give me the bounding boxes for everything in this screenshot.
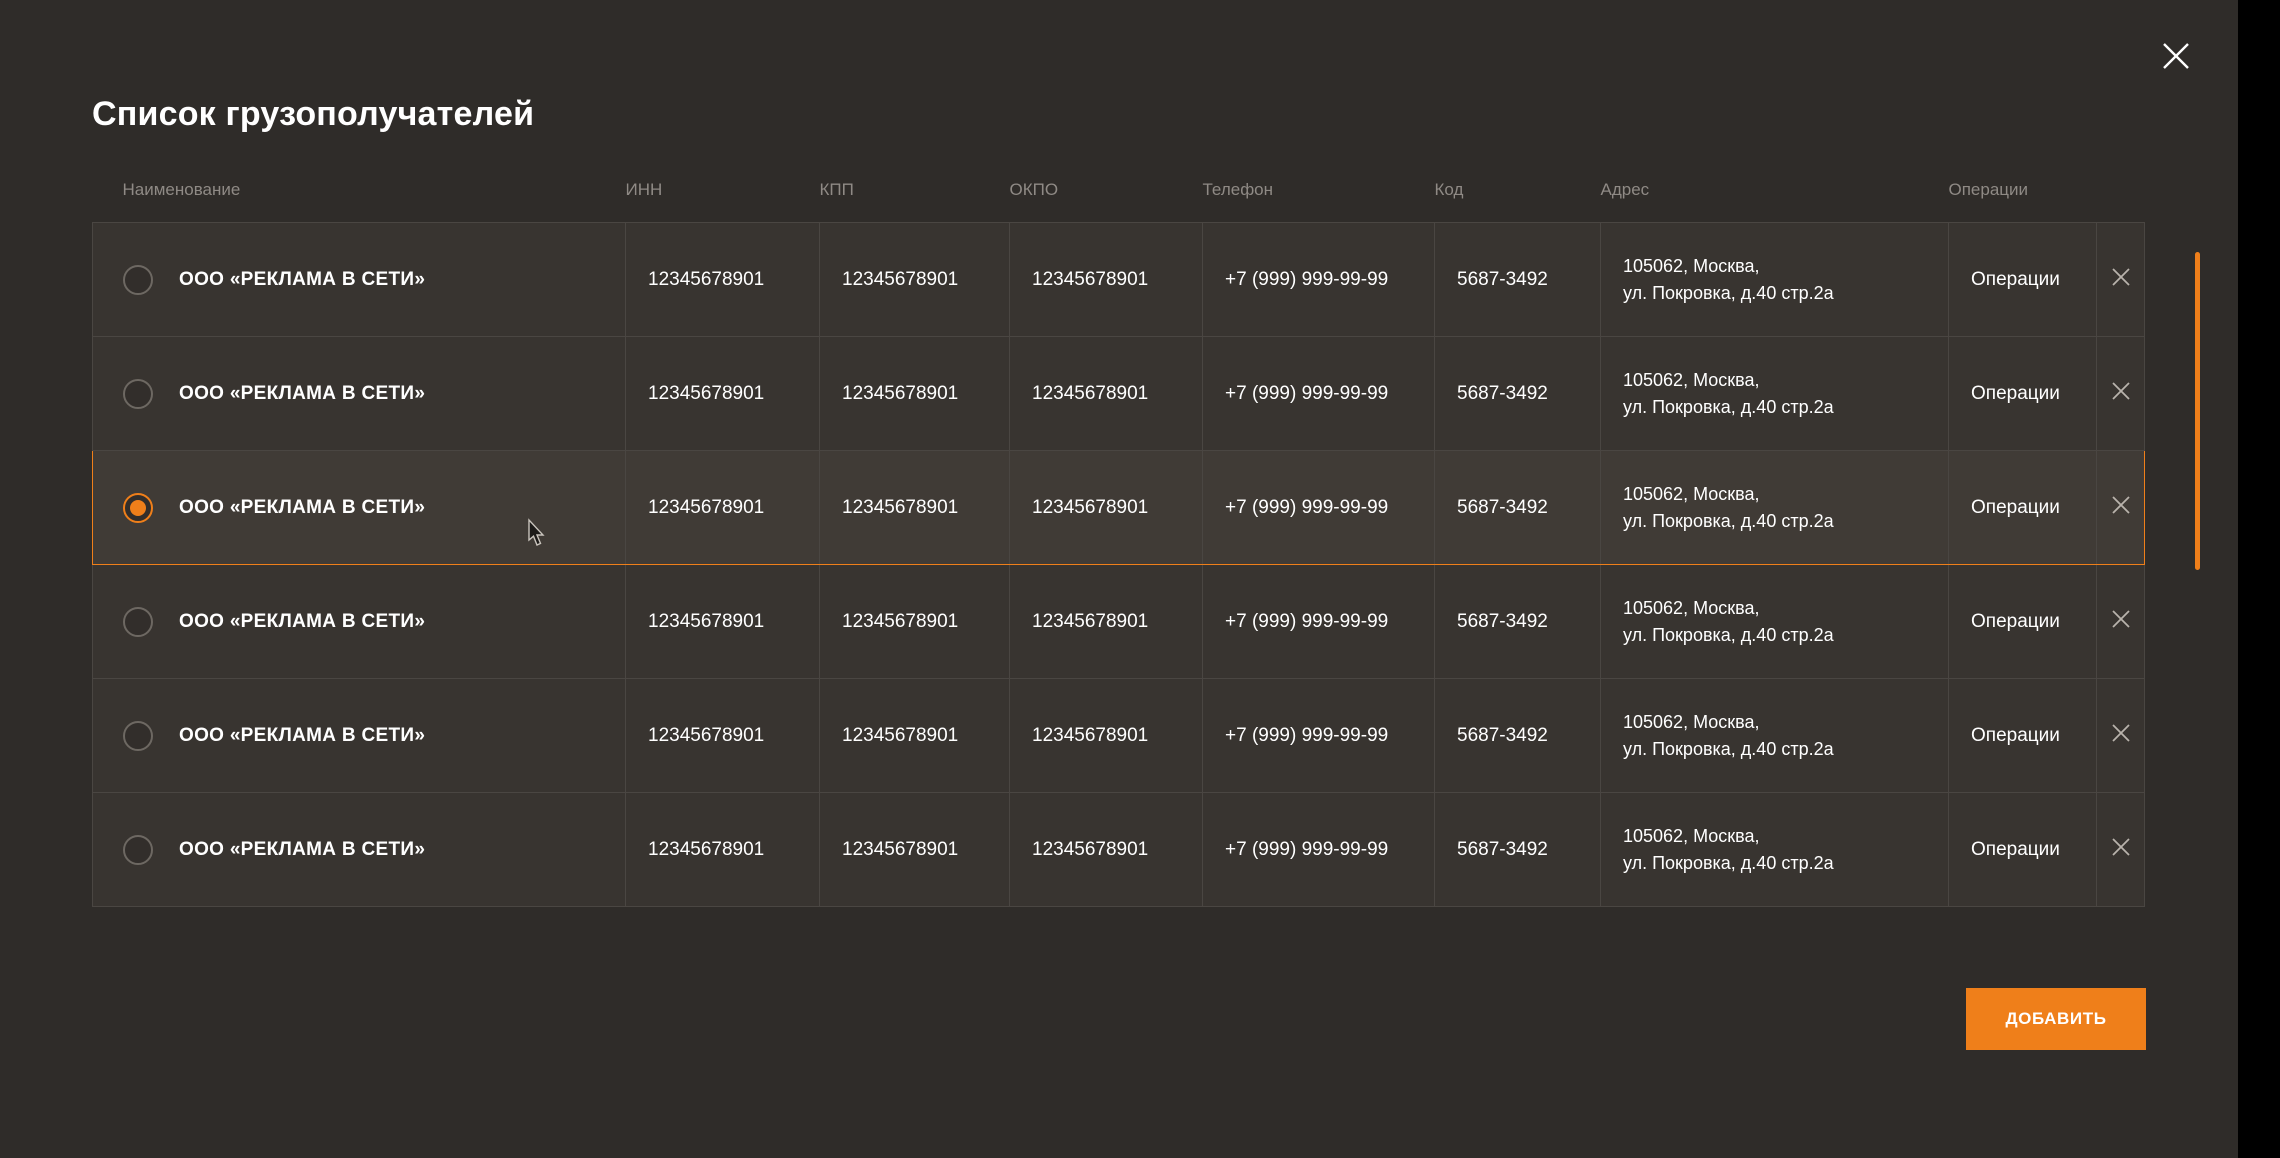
cell-kpp: 12345678901	[820, 565, 1010, 679]
address-line-1: 105062, Москва,	[1623, 370, 1760, 391]
table-row[interactable]	[93, 565, 2145, 679]
address-line-1: 105062, Москва,	[1623, 712, 1760, 733]
cell-code: 5687-3492	[1435, 223, 1601, 337]
cell-inn: 12345678901	[626, 565, 820, 679]
scrollbar-thumb[interactable]	[2195, 252, 2200, 570]
row-radio[interactable]	[123, 379, 153, 409]
cell-address	[1601, 793, 1949, 907]
table-header-row	[93, 180, 2145, 223]
cell-address	[1601, 565, 1949, 679]
cell-delete[interactable]	[2097, 337, 2145, 451]
delete-icon[interactable]	[2108, 834, 2134, 866]
cell-name[interactable]	[93, 565, 626, 679]
cell-operations[interactable]: Операции	[1949, 793, 2097, 907]
column-header-address: Адрес	[1600, 180, 1650, 199]
cell-name[interactable]	[93, 793, 626, 907]
delete-icon[interactable]	[2108, 606, 2134, 638]
cell-operations[interactable]: Операции	[1949, 337, 2097, 451]
cell-name[interactable]	[93, 223, 626, 337]
row-name-label: ООО «РЕКЛАМА В СЕТИ»	[179, 610, 426, 632]
cell-name[interactable]	[93, 337, 626, 451]
delete-icon[interactable]	[2108, 378, 2134, 410]
cell-name[interactable]	[93, 679, 626, 793]
table-header	[93, 180, 2145, 223]
receivers-table	[92, 180, 2145, 907]
table-body	[93, 223, 2145, 907]
row-radio[interactable]	[123, 265, 153, 295]
cell-phone: +7 (999) 999-99-99	[1203, 337, 1435, 451]
cell-delete[interactable]	[2097, 679, 2145, 793]
cell-okpo: 12345678901	[1010, 793, 1203, 907]
cell-okpo: 12345678901	[1010, 223, 1203, 337]
cell-kpp: 12345678901	[820, 451, 1010, 565]
cell-address	[1601, 223, 1949, 337]
address-line-2: ул. Покровка, д.40 стр.2а	[1623, 852, 1834, 873]
cell-code: 5687-3492	[1435, 451, 1601, 565]
cell-address	[1601, 679, 1949, 793]
column-header-name: Наименование	[122, 180, 241, 199]
address-line-2: ул. Покровка, д.40 стр.2а	[1623, 738, 1834, 759]
cell-inn: 12345678901	[626, 223, 820, 337]
cell-code: 5687-3492	[1435, 679, 1601, 793]
cell-name[interactable]	[93, 451, 626, 565]
column-header-code: Код	[1434, 180, 1464, 199]
cell-okpo: 12345678901	[1010, 451, 1203, 565]
cell-kpp: 12345678901	[820, 679, 1010, 793]
cell-code: 5687-3492	[1435, 565, 1601, 679]
cell-kpp: 12345678901	[820, 223, 1010, 337]
address-line-2: ул. Покровка, д.40 стр.2а	[1623, 510, 1834, 531]
cell-delete[interactable]	[2097, 223, 2145, 337]
address-line-1: 105062, Москва,	[1623, 826, 1760, 847]
cell-phone: +7 (999) 999-99-99	[1203, 451, 1435, 565]
column-header-kpp: КПП	[819, 180, 854, 199]
row-name-label: ООО «РЕКЛАМА В СЕТИ»	[179, 838, 426, 860]
column-header-phone: Телефон	[1202, 180, 1274, 199]
cell-delete[interactable]	[2097, 451, 2145, 565]
cell-kpp: 12345678901	[820, 337, 1010, 451]
table-row[interactable]	[93, 337, 2145, 451]
delete-icon[interactable]	[2108, 264, 2134, 296]
table-row[interactable]	[93, 793, 2145, 907]
cell-operations[interactable]: Операции	[1949, 223, 2097, 337]
address-line-1: 105062, Москва,	[1623, 598, 1760, 619]
cell-phone: +7 (999) 999-99-99	[1203, 679, 1435, 793]
cell-operations[interactable]: Операции	[1949, 679, 2097, 793]
close-icon[interactable]	[2156, 36, 2196, 76]
address-line-2: ул. Покровка, д.40 стр.2а	[1623, 624, 1834, 645]
cell-delete[interactable]	[2097, 565, 2145, 679]
table-row[interactable]	[93, 223, 2145, 337]
cell-kpp: 12345678901	[820, 793, 1010, 907]
row-radio[interactable]	[123, 493, 153, 523]
delete-icon[interactable]	[2108, 720, 2134, 752]
delete-icon[interactable]	[2108, 492, 2134, 524]
cell-inn: 12345678901	[626, 337, 820, 451]
receivers-table-wrapper	[92, 180, 2144, 907]
cell-operations[interactable]: Операции	[1949, 451, 2097, 565]
row-name-label: ООО «РЕКЛАМА В СЕТИ»	[179, 496, 426, 518]
column-header-operations: Операции	[1948, 180, 2029, 199]
table-row[interactable]	[93, 679, 2145, 793]
address-line-2: ул. Покровка, д.40 стр.2а	[1623, 396, 1834, 417]
row-name-label: ООО «РЕКЛАМА В СЕТИ»	[179, 382, 426, 404]
cell-inn: 12345678901	[626, 793, 820, 907]
cell-delete[interactable]	[2097, 793, 2145, 907]
row-radio[interactable]	[123, 835, 153, 865]
row-radio[interactable]	[123, 607, 153, 637]
cell-inn: 12345678901	[626, 679, 820, 793]
cell-code: 5687-3492	[1435, 793, 1601, 907]
cell-phone: +7 (999) 999-99-99	[1203, 793, 1435, 907]
cell-inn: 12345678901	[626, 451, 820, 565]
cell-address	[1601, 337, 1949, 451]
row-name-label: ООО «РЕКЛАМА В СЕТИ»	[179, 268, 426, 290]
row-radio[interactable]	[123, 721, 153, 751]
column-header-delete	[2097, 180, 2145, 223]
page-title: Список грузополучателей	[92, 95, 535, 133]
cell-phone: +7 (999) 999-99-99	[1203, 565, 1435, 679]
column-header-inn: ИНН	[625, 180, 663, 199]
cell-okpo: 12345678901	[1010, 679, 1203, 793]
cell-code: 5687-3492	[1435, 337, 1601, 451]
table-row[interactable]	[93, 451, 2145, 565]
address-line-2: ул. Покровка, д.40 стр.2а	[1623, 282, 1834, 303]
cell-phone: +7 (999) 999-99-99	[1203, 223, 1435, 337]
address-line-1: 105062, Москва,	[1623, 484, 1760, 505]
cell-okpo: 12345678901	[1010, 337, 1203, 451]
add-button[interactable]: ДОБАВИТЬ	[1966, 988, 2146, 1050]
cell-operations[interactable]: Операции	[1949, 565, 2097, 679]
address-line-1: 105062, Москва,	[1623, 256, 1760, 277]
row-name-label: ООО «РЕКЛАМА В СЕТИ»	[179, 724, 426, 746]
column-header-okpo: ОКПО	[1009, 180, 1059, 199]
cell-address	[1601, 451, 1949, 565]
scrollbar[interactable]	[2195, 252, 2200, 570]
cell-okpo: 12345678901	[1010, 565, 1203, 679]
